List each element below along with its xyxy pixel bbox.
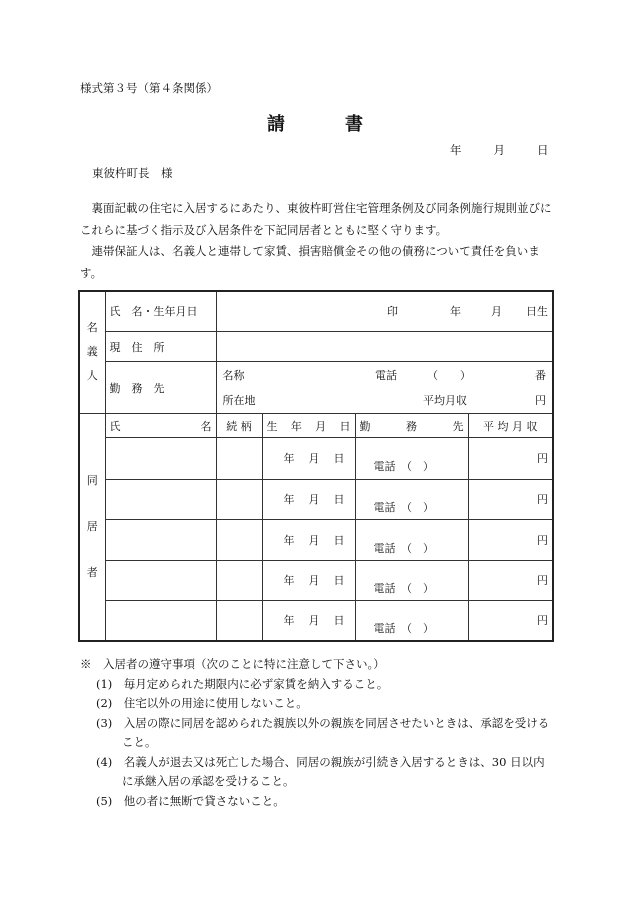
note-item-4: (4) 名義人が退去又は死亡した場合、同居の親族が引続き入居するときは、30 日以内に承継入居の承認を受けること。 [96,754,545,788]
date-month: 月 [493,143,505,157]
avg-income-label: 平均月収 [423,394,467,408]
cohab-workplace-cell[interactable]: 電話 （ ） [355,520,468,560]
cohab-relation-cell[interactable] [216,600,262,641]
cohab-dob-cell[interactable]: 年 月 日 [262,520,355,560]
cohab-relation-cell[interactable] [216,438,262,479]
seal-label: 印 [387,305,398,319]
tenant-section-label: 名 義 人 [79,291,105,413]
cohab-name-cell[interactable] [105,600,216,641]
phone-paren: （ ） [427,369,471,383]
cohab-relation-cell[interactable] [216,520,262,560]
note-item-5: (5) 他の者に無断で貸さないこと。 [96,793,285,808]
company-name-label: 名称 [222,369,245,383]
date-line [450,142,549,158]
cohab-income-cell[interactable]: 円 [468,520,553,560]
addressee: 東彼杵町長 様 [92,166,173,180]
name-dob-label: 氏 名・生年月日 [105,291,216,331]
cohab-workplace-cell[interactable]: 電話 （ ） [355,600,468,641]
cohab-dob-cell[interactable]: 年 月 日 [262,560,355,600]
cohab-name-cell[interactable] [105,560,216,600]
address-label: 現 住 所 [105,331,216,361]
header-income: 平 均 月 収 [468,413,553,437]
name-dob-field[interactable]: 印 年 月 日生 [216,291,553,331]
cohabitant-row [79,560,553,600]
cohab-name-cell[interactable] [105,520,216,560]
cohabitant-row [79,479,553,519]
document-title: 請書 [267,114,423,135]
cohabitant-section-label: 同 居 者 [79,413,105,641]
notes-title: ※ 入居者の遵守事項（次のことに特に注意して下さい。） [80,657,385,671]
cohab-income-cell[interactable]: 円 [468,479,553,519]
cohab-income-cell[interactable]: 円 [468,600,553,641]
cohab-dob-cell[interactable]: 年 月 日 [262,479,355,519]
cohab-income-cell[interactable]: 円 [468,438,553,479]
cohab-relation-cell[interactable] [216,479,262,519]
cohab-income-cell[interactable]: 円 [468,560,553,600]
form-number: 様式第３号（第４条関係） [80,81,218,95]
date-day: 日 [537,143,549,157]
cohabitant-row [79,438,553,479]
cohab-name-cell[interactable] [105,479,216,519]
address-field[interactable] [216,331,553,361]
paragraph-2: 連帯保証人は、名義人と連帯して家賃、損害賠償金その他の債務について責任を負います。 [80,244,540,280]
workplace-field[interactable] [216,362,553,414]
date-year: 年 [450,143,462,157]
header-relation: 続 柄 [216,413,262,437]
cohab-workplace-cell[interactable]: 電話 （ ） [355,560,468,600]
cohab-name-cell[interactable] [105,438,216,479]
header-dob: 生 年 月 日 [262,413,355,437]
note-item-2: (2) 住宅以外の用途に使用しないこと。 [96,696,308,710]
workplace-label: 勤 務 先 [105,362,216,414]
cohab-dob-cell[interactable]: 年 月 日 [262,438,355,479]
cohab-workplace-cell[interactable]: 電話 （ ） [355,479,468,519]
location-label: 所在地 [222,394,256,408]
paragraph-1: 裏面記載の住宅に入居するにあたり、東彼杵町営住宅管理条例及び同条例施行規則並びにこれらに基づく指示及び入居条件を下記同居者とともに堅く守ります。 [80,201,552,237]
cohabitant-row [79,520,553,560]
header-name: 氏 名 [105,413,216,437]
number-suffix: 番 [535,369,546,383]
notes-section [80,655,555,811]
cohab-workplace-cell[interactable]: 電話 （ ） [355,438,468,479]
cohab-relation-cell[interactable] [216,560,262,600]
note-item-3: (3) 入居の際に同居を認められた親族以外の親族を同居させたいときは、承認を受けること。 [96,715,550,749]
pledge-form-table [78,290,554,642]
header-workplace: 勤 務 先 [355,413,468,437]
note-item-1: (1) 毎月定められた期限内に必ず家賃を納入すること。 [96,676,389,691]
phone-label: 電話 [375,369,397,383]
cohabitant-row [79,600,553,641]
cohab-dob-cell[interactable]: 年 月 日 [262,600,355,641]
body-text [80,198,552,284]
yen-label: 円 [535,394,546,408]
